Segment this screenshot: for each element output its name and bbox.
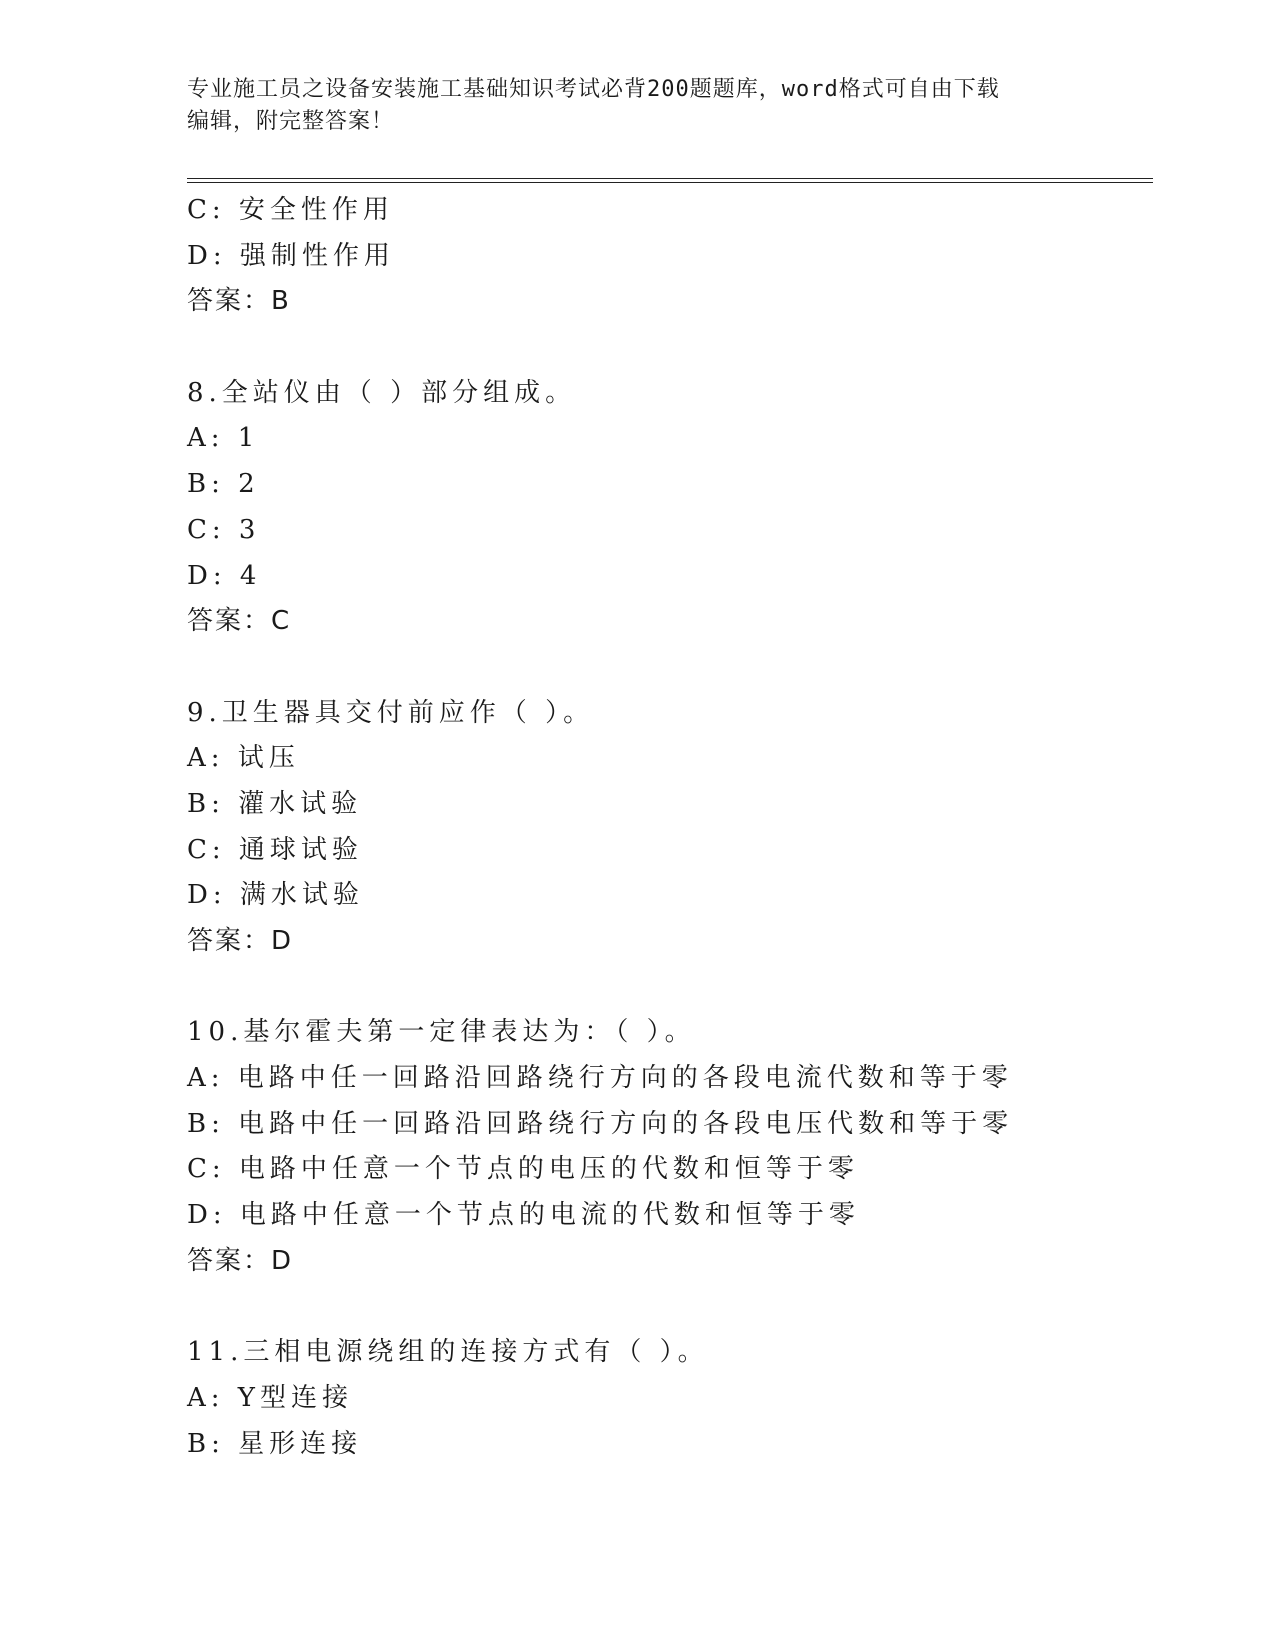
spacer [187, 1285, 1153, 1331]
question-11-block [187, 1330, 1153, 1467]
document-header [187, 74, 1087, 138]
question-11-option-b: B: 星形连接 [187, 1428, 363, 1459]
question-7-option-d: D: 强制性作用 [187, 240, 395, 271]
question-9-block [187, 691, 1153, 965]
question-10-option-d: D: 电路中任意一个节点的电流的代数和恒等于零 [187, 1200, 860, 1231]
question-10-answer: 答案：D [187, 1245, 294, 1276]
question-7-block [187, 188, 1153, 325]
spacer [187, 645, 1153, 691]
header-title-line-2: 编辑，附完整答案！ [187, 109, 395, 134]
question-9-option-c: C: 通球试验 [187, 834, 363, 865]
question-10-block [187, 1010, 1153, 1284]
question-9-option-d: D: 满水试验 [187, 880, 364, 911]
question-7-option-c: C: 安全性作用 [187, 195, 394, 225]
question-8-option-b: B: 2 [187, 469, 260, 500]
question-9-answer: 答案：D [187, 926, 294, 956]
question-9-option-a: A: 试压 [187, 743, 300, 774]
spacer [187, 965, 1153, 1011]
question-list [187, 188, 1153, 1467]
question-9-option-b: B: 灌水试验 [187, 788, 363, 819]
question-11-stem: 11.三相电源绕组的连接方式有（ ）。 [187, 1337, 709, 1368]
question-8-block [187, 371, 1153, 645]
question-9-stem: 9.卫生器具交付前应作（ ）。 [187, 697, 595, 728]
header-double-rule [187, 178, 1153, 183]
question-11-option-a: A: Y型连接 [187, 1382, 353, 1413]
spacer [187, 325, 1153, 371]
question-10-option-b: B: 电路中任一回路沿回路绕行方向的各段电压代数和等于零 [187, 1108, 1014, 1139]
question-8-option-d: D: 4 [187, 560, 262, 591]
question-8-stem: 8.全站仪由（ ）部分组成。 [187, 377, 577, 408]
question-8-option-c: C: 3 [187, 514, 261, 545]
question-8-option-a: A: 1 [187, 423, 260, 454]
question-7-answer: 答案：B [187, 286, 291, 317]
question-10-option-c: C: 电路中任意一个节点的电压的代数和恒等于零 [187, 1154, 859, 1185]
question-10-stem: 10.基尔霍夫第一定律表达为：（ ）。 [187, 1017, 696, 1048]
header-title-line-1: 专业施工员之设备安装施工基础知识考试必背200题题库，word格式可自由下载 [187, 77, 1000, 102]
question-8-answer: 答案：C [187, 606, 292, 637]
question-10-option-a: A: 电路中任一回路沿回路绕行方向的各段电流代数和等于零 [187, 1063, 1013, 1094]
